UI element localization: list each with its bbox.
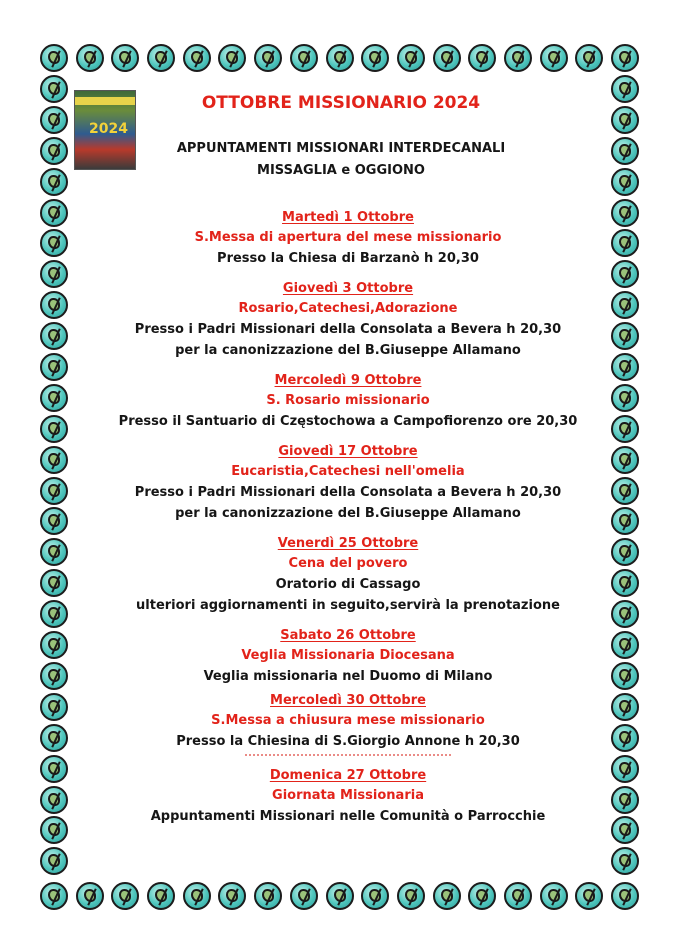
globe-icon [504, 882, 532, 910]
globe-icon [504, 44, 532, 72]
globe-icon [40, 600, 68, 628]
subtitle-line-2: MISSAGLIA e OGGIONO [257, 163, 425, 178]
event-block [98, 369, 598, 432]
globe-icon [611, 882, 639, 910]
event-block [98, 624, 598, 687]
event-title: Cena del povero [288, 556, 408, 571]
globe-icon [40, 631, 68, 659]
globe-icon [540, 882, 568, 910]
globe-icon [611, 724, 639, 752]
thumbnail-year: 2024 [89, 121, 128, 137]
globe-icon [183, 882, 211, 910]
globe-icon [326, 882, 354, 910]
event-detail: Oratorio di Cassago [275, 577, 421, 592]
globe-icon [40, 786, 68, 814]
event-date: Sabato 26 Ottobre [280, 628, 416, 643]
globe-icon [611, 538, 639, 566]
event-title: S.Messa di apertura del mese missionario [194, 230, 502, 245]
globe-icon [611, 384, 639, 412]
event-title: Veglia Missionaria Diocesana [241, 648, 455, 663]
globe-icon [611, 477, 639, 505]
globe-icon [397, 44, 425, 72]
globe-icon [611, 229, 639, 257]
globe-icon [611, 199, 639, 227]
globe-icon [611, 847, 639, 875]
event-date: Giovedì 3 Ottobre [282, 281, 414, 296]
globe-icon [611, 600, 639, 628]
event-date: Domenica 27 Ottobre [269, 768, 427, 783]
event-block [98, 689, 598, 752]
event-block [98, 440, 598, 524]
event-detail: Presso i Padri Missionari della Consolata a Bevera h 20,30 [134, 485, 562, 500]
subtitle-line-1: APPUNTAMENTI MISSIONARI INTERDECANALI [176, 141, 506, 156]
event-list [98, 206, 598, 827]
globe-icon [290, 44, 318, 72]
globe-icon [40, 199, 68, 227]
event-title: Rosario,Catechesi,Adorazione [238, 301, 458, 316]
globe-icon [611, 569, 639, 597]
globe-icon [611, 631, 639, 659]
event-date: Venerdì 25 Ottobre [277, 536, 419, 551]
globe-icon [40, 816, 68, 844]
globe-icon [254, 882, 282, 910]
globe-icon [254, 44, 282, 72]
globe-icon [611, 693, 639, 721]
globe-icon [218, 882, 246, 910]
globe-icon [40, 693, 68, 721]
globe-icon [183, 44, 211, 72]
globe-icon [40, 291, 68, 319]
globe-icon [147, 44, 175, 72]
globe-icon [611, 662, 639, 690]
event-title: Giornata Missionaria [272, 788, 424, 803]
globe-icon [611, 291, 639, 319]
event-block [98, 532, 598, 616]
globe-icon [433, 882, 461, 910]
globe-icon [40, 446, 68, 474]
page-title: OTTOBRE MISSIONARIO 2024 [201, 93, 481, 113]
globe-icon [290, 882, 318, 910]
globe-icon [468, 882, 496, 910]
globe-icon [40, 755, 68, 783]
globe-icon [611, 44, 639, 72]
globe-icon [76, 882, 104, 910]
globe-icon [40, 353, 68, 381]
event-detail: per la canonizzazione del B.Giuseppe Allamano [175, 506, 521, 521]
globe-icon [40, 538, 68, 566]
event-detail: Veglia missionaria nel Duomo di Milano [203, 669, 493, 684]
event-block [98, 206, 598, 269]
event-title: S.Messa a chiusura mese missionario [211, 713, 485, 728]
globe-icon [111, 44, 139, 72]
event-date: Giovedì 17 Ottobre [278, 444, 418, 459]
globe-icon [575, 882, 603, 910]
globe-icon [40, 260, 68, 288]
globe-icon [40, 662, 68, 690]
globe-icon [40, 229, 68, 257]
globe-icon [611, 507, 639, 535]
event-date: Martedì 1 Ottobre [282, 210, 414, 225]
globe-icon [361, 882, 389, 910]
event-detail: Presso la Chiesina di S.Giorgio Annone h 20,30 [176, 734, 520, 749]
event-detail: Presso il Santuario di Częstochowa a Campofiorenzo ore 20,30 [118, 414, 578, 429]
event-detail: Presso la Chiesa di Barzanò h 20,30 [217, 251, 479, 266]
globe-icon [40, 847, 68, 875]
globe-icon [611, 322, 639, 350]
globe-icon [40, 507, 68, 535]
globe-icon [40, 384, 68, 412]
globe-icon [468, 44, 496, 72]
globe-icon [575, 44, 603, 72]
event-detail: per la canonizzazione del B.Giuseppe Allamano [175, 343, 521, 358]
globe-icon [40, 882, 68, 910]
event-title: Eucaristia,Catechesi nell'omelia [231, 464, 465, 479]
globe-icon [40, 415, 68, 443]
globe-icon [611, 415, 639, 443]
event-title: S. Rosario missionario [266, 393, 430, 408]
globe-icon [40, 477, 68, 505]
globe-icon [76, 44, 104, 72]
globe-icon [540, 44, 568, 72]
globe-icon [611, 260, 639, 288]
globe-icon [433, 44, 461, 72]
globe-icon [611, 786, 639, 814]
globe-icon [147, 882, 175, 910]
globe-icon [40, 322, 68, 350]
event-detail: Presso i Padri Missionari della Consolata a Bevera h 20,30 [134, 322, 562, 337]
globe-icon [40, 569, 68, 597]
globe-icon [611, 353, 639, 381]
globe-icon [40, 724, 68, 752]
globe-icon [218, 44, 246, 72]
globe-icon [361, 44, 389, 72]
dotted-divider [245, 754, 451, 756]
globe-icon [611, 755, 639, 783]
globe-icon [40, 44, 68, 72]
globe-icon [611, 446, 639, 474]
event-block [98, 277, 598, 361]
event-date: Mercoledì 30 Ottobre [270, 693, 426, 708]
event-date: Mercoledì 9 Ottobre [274, 373, 422, 388]
event-block [98, 764, 598, 827]
event-detail: Appuntamenti Missionari nelle Comunità o Parrocchie [150, 809, 546, 824]
globe-icon [611, 816, 639, 844]
globe-icon [397, 882, 425, 910]
event-detail: ulteriori aggiornamenti in seguito,servirà la prenotazione [136, 598, 560, 613]
globe-icon [326, 44, 354, 72]
globe-icon [111, 882, 139, 910]
